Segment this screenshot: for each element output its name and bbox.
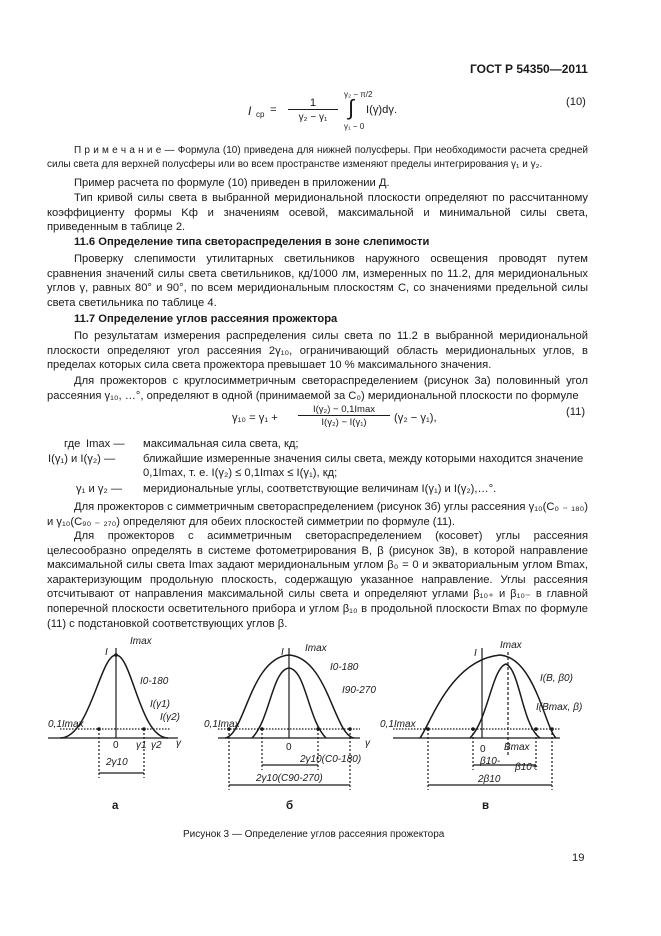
fig-a-label-g: γ xyxy=(176,738,181,749)
figure-3 xyxy=(0,630,661,810)
paragraph-glare: Проверку слепимости утилитарных светильников наружного освещения проводят путем сравнения значений силы света светильников, кд/1000 лм, измеренных по 11.2, для меридиональных углов γ, равных 80° и 90°, по всем меридиональным плоскостям C, со значениями предельной силы света светильника по таблице 4. xyxy=(47,253,588,309)
fig-c-label-curve2: I(Bmax, β) xyxy=(536,702,583,713)
where-gamma-symbol: γ₁ и γ₂ — xyxy=(76,483,123,495)
fig-c-label-bmax: Bmax xyxy=(504,742,530,753)
section-heading-11-6: 11.6 Определение типа светораспределения в зоне слепимости xyxy=(74,236,430,248)
fig-b-label-outer: 2γ10(C90-270) xyxy=(256,773,323,784)
formula-10-lhs: I xyxy=(248,104,252,118)
where-ig-desc1: ближайшие измеренные значения силы света, между которыми находится значение xyxy=(143,453,584,465)
formula-10-eq: = xyxy=(270,104,277,116)
formula-11-num: I(γ₂) − 0,1Imax xyxy=(298,404,390,416)
section-heading-11-7: 11.7 Определение углов рассеяния прожектора xyxy=(74,313,338,325)
fig-c-label-imax: Imax xyxy=(500,640,522,651)
integral-sign: ∫ xyxy=(348,95,355,120)
fig-a-label-imax: Imax xyxy=(130,636,152,647)
fig-a-label-curve: I0-180 xyxy=(140,676,169,687)
formula-11-den: I(γ₂) − I(γ₁) xyxy=(321,417,367,428)
note-paragraph: П р и м е ч а н и е — Формула (10) приведена для нижней полусферы. При необходимости расчета средней силы света для верхней полусферы или во всем пространстве изменяют пределы интегрирования γ₁ и γ₂. xyxy=(47,145,588,170)
where-gamma-desc: меридиональные углы, соответствующие величинам I(γ₁) и I(γ₂),…°. xyxy=(143,483,497,495)
fig-b-label-I: I xyxy=(281,647,284,658)
fig-c-label-span: 2β10 xyxy=(478,774,501,785)
formula-11-lhs: γ₁₀ = γ₁ + xyxy=(232,412,278,424)
where-ig-desc2: 0,1Imax, т. е. I(γ₂) ≤ 0,1Imax ≤ I(γ₁), кд; xyxy=(143,467,338,479)
fig-c-label-bminus: β10- xyxy=(480,756,501,767)
fig-b-label-imax: Imax xyxy=(305,643,327,654)
fig-c-label-level: 0,1Imax xyxy=(380,719,416,730)
fig-b-label-curve1: I0-180 xyxy=(330,662,359,673)
formula-11 xyxy=(232,402,592,436)
fig-a-label-g2: γ2 xyxy=(151,740,162,751)
fig-c-label-I: I xyxy=(474,648,477,659)
paragraph-circular-symmetric: Для прожекторов с круглосимметричным светораспределением (рисунок 3а) половинный угол рассеяния γ₁₀, …°, определяют в одной (принимаемой за C₀) меридиональной плоскости по формуле xyxy=(47,375,588,402)
paragraph-asymmetric: Для прожекторов с асимметричным светораспределением (косовет) углы рассеяния целесообразно определять в системе фотометрирования B, β (рисунок 3в), в которой направление максимальной силы света Imax задают меридиональным углом β₀ = 0 и экваториальным углом Bmax, характеризующим продольную плоскость, содержащую указанное направление. Углы рассеяния отсчитывают от направления максимальной силы света и определяют углами β₁₀₊ и β₁₀₋ в главной поперечной плоскости осветительного прибора и углом β₁₀ в продольной плоскости Bmax по формуле (11) с подстановкой соответствующих углов β. xyxy=(47,530,588,630)
document-header: ГОСТ Р 54350—2011 xyxy=(470,62,588,76)
where-imax-desc: максимальная сила света, кд; xyxy=(143,438,299,450)
fig-c-label-bplus: β10+ xyxy=(515,762,538,773)
fig-c-curve-1 xyxy=(420,655,556,738)
fig-a-label-zero: 0 xyxy=(113,740,119,751)
fig-b-label-inner: 2γ10(C0-180) xyxy=(300,754,362,765)
fig-a-label-I: I xyxy=(105,647,108,658)
fig-b-label-level: 0,1Imax xyxy=(204,719,240,730)
formula-10-number: (10) xyxy=(566,96,586,108)
figure-caption: Рисунок 3 — Определение углов рассеяния прожектора xyxy=(183,829,445,840)
formula-10-body: I(γ)dγ. xyxy=(366,104,398,116)
paragraph-symmetric: Для прожекторов с симметричным светораспределением (рисунок 3б) углы рассеяния γ₁₀(C₀ ₋ ₁₈₀) и γ₁₀(C₉₀ ₋ ₂₇₀) определяют для обеих плоскостей симметрии по формуле (11). xyxy=(47,501,588,528)
where-imax-symbol: Imax — xyxy=(86,438,125,450)
formula-10-lower: γ₁ − 0 xyxy=(344,122,365,131)
fig-c-curve-2 xyxy=(470,664,540,738)
fig-a-label-level: 0,1Imax xyxy=(48,719,84,730)
paragraph-spread-angle: По результатам измерения распределения силы света по 11.2 в выбранной меридиональной плоскости определяют угол рассеяния 2γ₁₀, ограничивающий область меридиональных углов, в пределах которых сила света прожектора превышает 10 % максимального значения. xyxy=(47,330,588,372)
formula-10 xyxy=(248,90,586,134)
fig-b-letter: б xyxy=(286,800,294,812)
paragraph-example: Пример расчета по формуле (10) приведен в приложении Д. xyxy=(74,177,390,189)
fig-a-label-ig1: I(γ1) xyxy=(150,699,170,710)
formula-10-num: 1 xyxy=(288,98,338,110)
formula-10-den: γ₂ − γ₁ xyxy=(298,112,328,123)
fig-c-label-curve1: I(B, β0) xyxy=(540,673,573,684)
where-ig-symbol: I(γ₁) и I(γ₂) — xyxy=(48,453,116,465)
fig-c-letter: в xyxy=(482,800,490,812)
formula-10-upper: γ₂ − π/2 xyxy=(344,90,373,99)
where-lead: где xyxy=(64,438,81,450)
paragraph-curve-type: Тип кривой силы света в выбранной меридиональной плоскости определяют по рассчитанному коэффициенту формы Kф и значениям осевой, максимальной и минимальной силы света, приведенным в таблице 2. xyxy=(47,192,588,234)
page-number: 19 xyxy=(572,852,585,864)
fig-b-label-zero: 0 xyxy=(286,742,292,753)
formula-11-number: (11) xyxy=(566,406,586,418)
fig-a-letter: а xyxy=(112,800,119,812)
fig-b-label-curve2: I90-270 xyxy=(342,685,376,696)
formula-10-lhs-sub: ср xyxy=(256,110,265,119)
fig-a-label-g1: γ1 xyxy=(136,740,147,751)
fig-a-label-ig2: I(γ2) xyxy=(160,712,180,723)
formula-11-tail: (γ₂ − γ₁), xyxy=(394,412,437,424)
fig-b-label-g: γ xyxy=(365,738,370,749)
fig-c-label-zero: 0 xyxy=(480,744,486,755)
fig-a-label-span: 2γ10 xyxy=(106,757,128,768)
